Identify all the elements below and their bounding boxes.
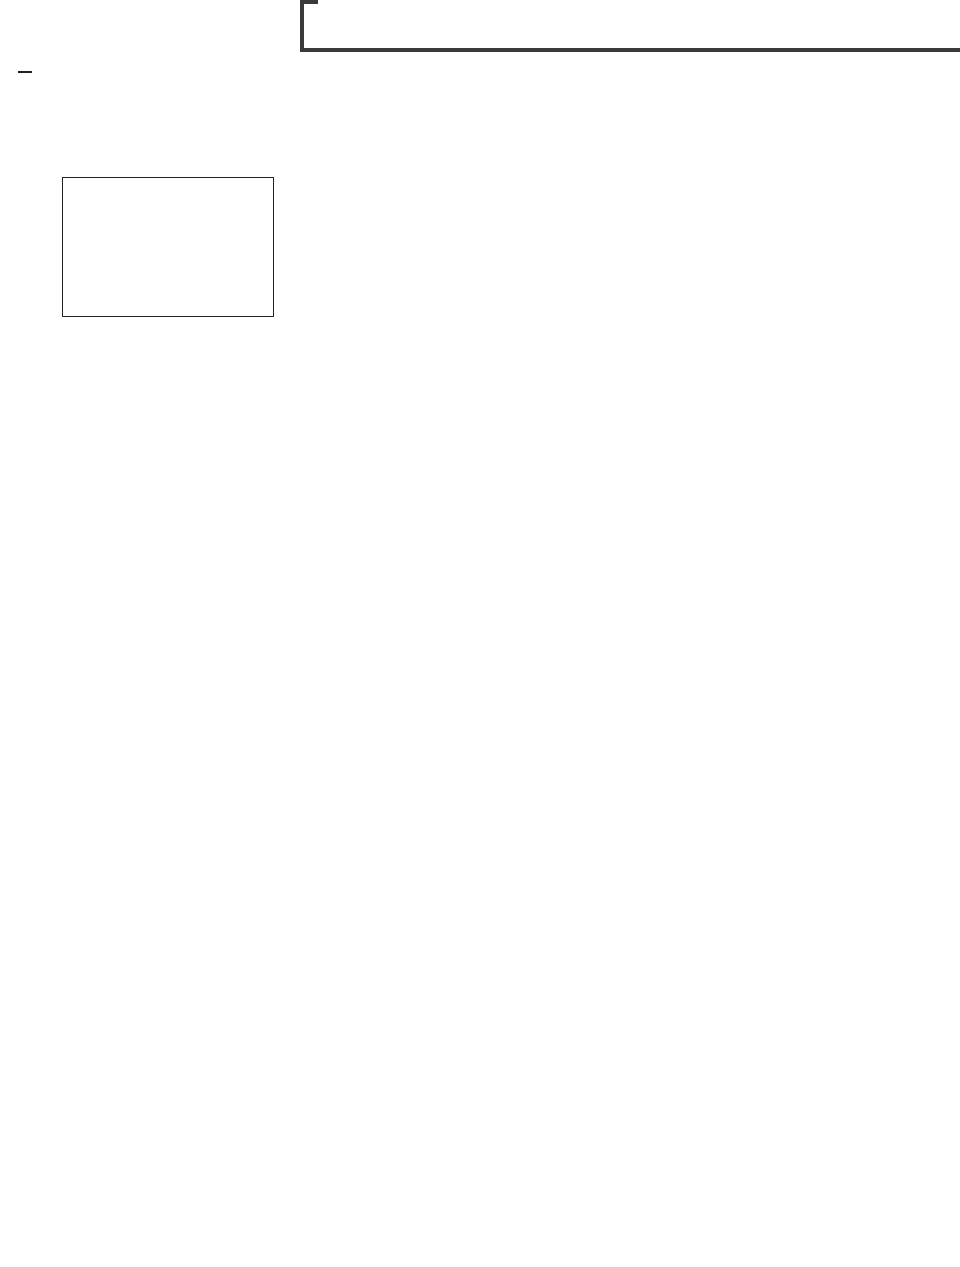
header-title: [318, 0, 960, 48]
angle-frame-1: [62, 177, 274, 317]
dash-bullet: [18, 71, 32, 73]
